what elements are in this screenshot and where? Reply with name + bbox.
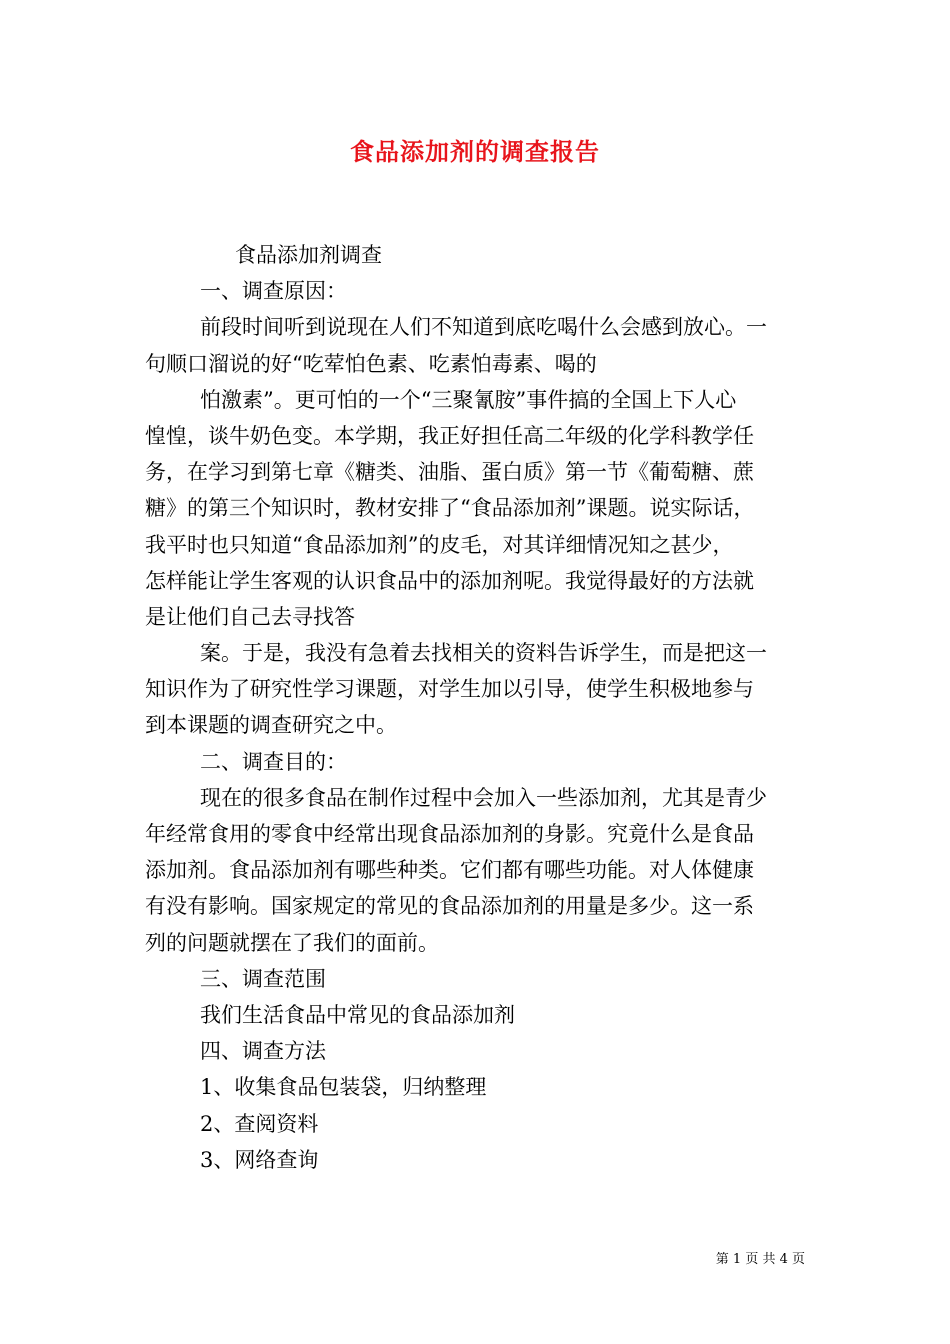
paragraph-line: 案。于是，我没有急着去找相关的资料告诉学生，而是把这一 [200, 641, 767, 666]
section-heading: 一、调查原因： [200, 279, 347, 304]
list-item: 2、查阅资料 [200, 1111, 319, 1136]
paragraph-line: 务，在学习到第七章《糖类、油脂、蛋白质》第一节《葡萄糖、蔗 [145, 460, 754, 485]
paragraph-line: 有没有影响。国家规定的常见的食品添加剂的用量是多少。这一系 [145, 894, 754, 919]
paragraph-line: 糖》的第三个知识时，教材安排了“食品添加剂”课题。说实际话， [145, 496, 755, 521]
section-heading: 三、调查范围 [200, 966, 326, 991]
page-number: 第 1 页 共 4 页 [715, 1252, 805, 1267]
paragraph-line: 添加剂。食品添加剂有哪些种类。它们都有哪些功能。对人体健康 [145, 858, 754, 883]
list-item: 3、网络查询 [200, 1147, 319, 1172]
paragraph-line: 到本课题的调查研究之中。 [145, 713, 397, 738]
section-heading: 四、调查方法 [200, 1039, 326, 1064]
paragraph-line: 惶惶，谈牛奶色变。本学期，我正好担任高二年级的化学科教学任 [145, 423, 754, 448]
document-body [145, 237, 815, 1178]
paragraph-line: 知识作为了研究性学习课题，对学生加以引导，使学生积极地参与 [145, 677, 754, 702]
paragraph-line: 句顺口溜说的好“吃荤怕色素、吃素怕毒素、喝的 [145, 351, 597, 376]
paragraph-line: 前段时间听到说现在人们不知道到底吃喝什么会感到放心。一 [200, 315, 767, 340]
paragraph-line: 我们生活食品中常见的食品添加剂 [200, 1002, 515, 1027]
section-heading: 二、调查目的： [200, 749, 347, 774]
paragraph-line: 怎样能让学生客观的认识食品中的添加剂呢。我觉得最好的方法就 [145, 568, 754, 593]
paragraph-line: 怕激素”。更可怕的一个“三聚氰胺”事件搞的全国上下人心 [200, 387, 737, 412]
list-item: 1、收集食品包装袋，归纳整理 [200, 1075, 487, 1100]
paragraph-line: 我平时也只知道“食品添加剂”的皮毛，对其详细情况知之甚少， [145, 532, 734, 557]
paragraph-line: 列的问题就摆在了我们的面前。 [145, 930, 439, 955]
paragraph-line: 是让他们自己去寻找答 [145, 604, 355, 629]
paragraph-line: 年经常食用的零食中经常出现食品添加剂的身影。究竟什么是食品 [145, 822, 754, 846]
paragraph-line: 现在的很多食品在制作过程中会加入一些添加剂，尤其是青少 [200, 785, 767, 810]
subtitle-line: 食品添加剂调查 [235, 243, 382, 267]
document-title: 食品添加剂的调查报告 [350, 137, 600, 166]
